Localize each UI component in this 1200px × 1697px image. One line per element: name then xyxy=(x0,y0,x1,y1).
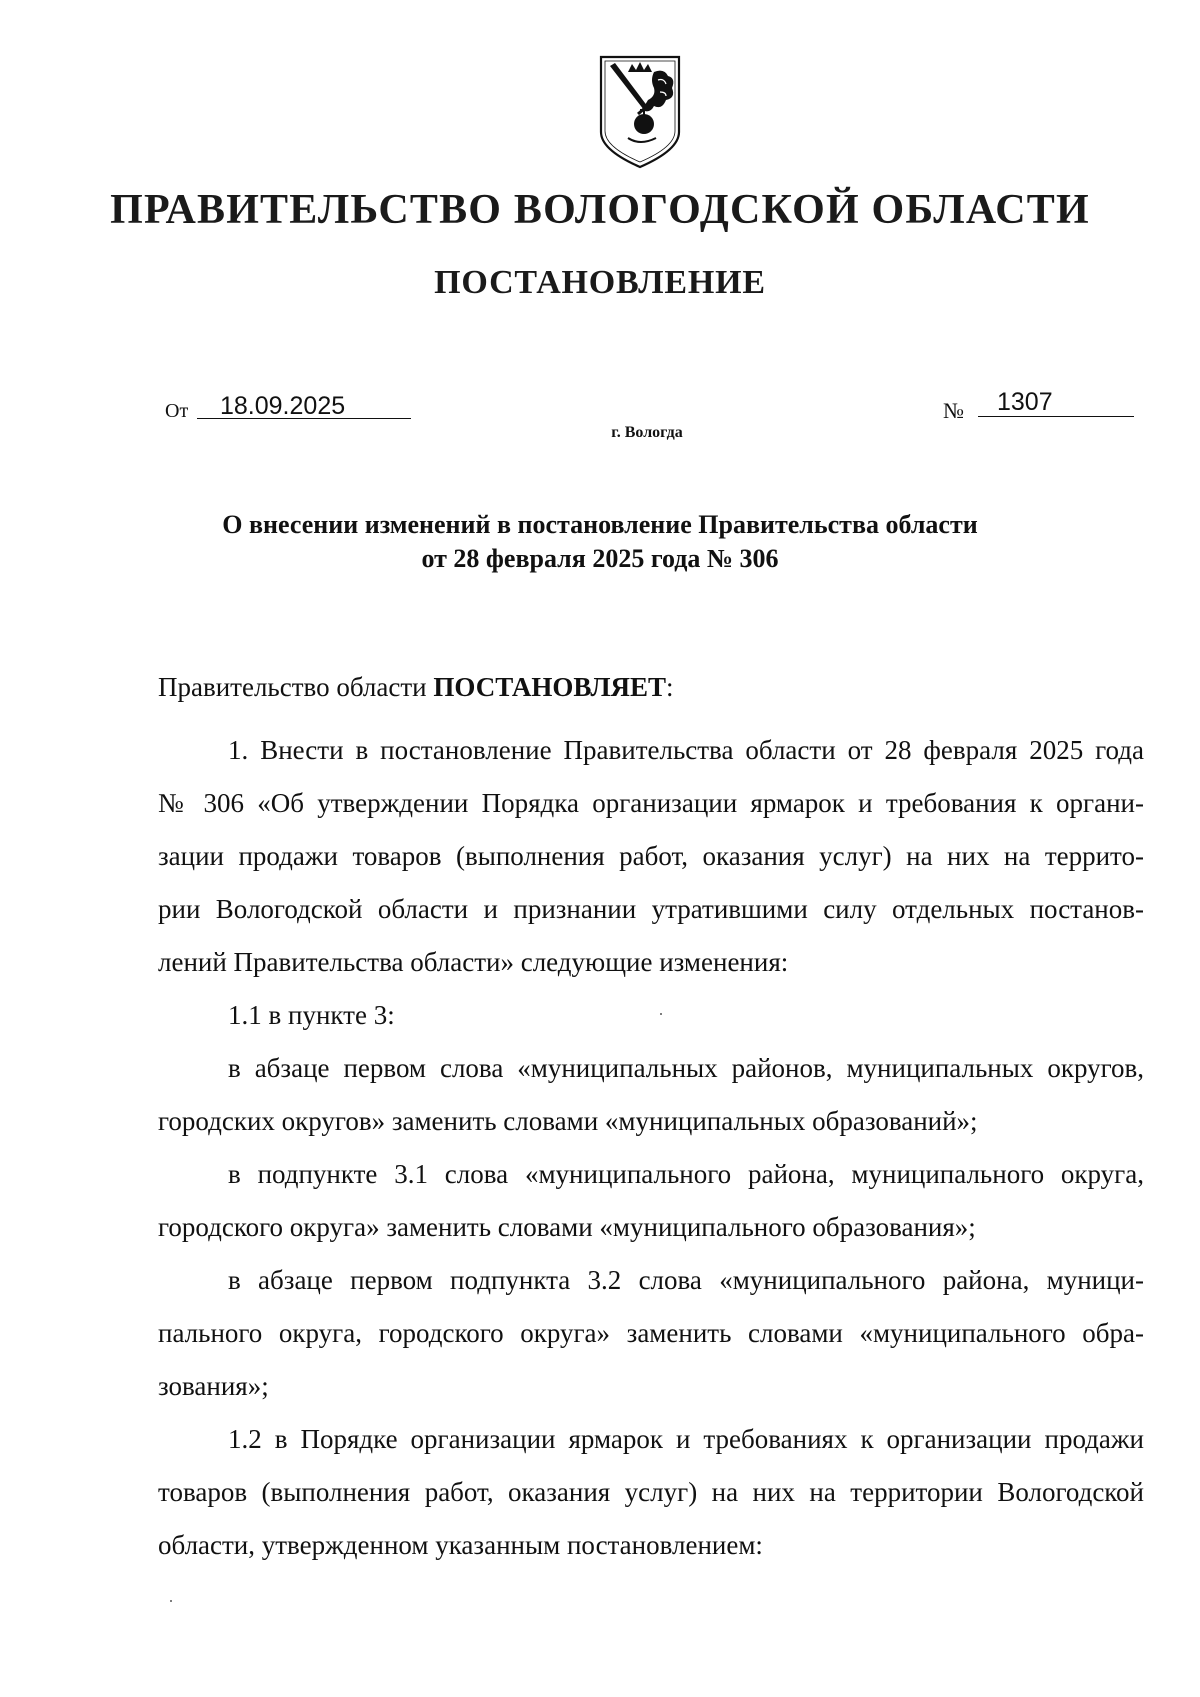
paragraph-line: области, утвержденном указанным постановлением: xyxy=(158,1530,763,1560)
paragraph-line: № 306 «Об утверждении Порядка организации ярмарок и требования к органи- xyxy=(158,788,1144,818)
paragraph-line: пального округа, городского округа» заменить словами «муниципального обра- xyxy=(158,1318,1144,1348)
paragraph-line: городских округов» заменить словами «муниципальных образований»; xyxy=(158,1106,978,1136)
paragraph-line: товаров (выполнения работ, оказания услуг) на них на территории Вологодской xyxy=(158,1477,1144,1507)
paragraph-line: рии Вологодской области и признании утратившими силу отдельных постанов- xyxy=(158,894,1144,924)
scan-speck xyxy=(660,1013,662,1015)
paragraph-line: лений Правительства области» следующие изменения: xyxy=(158,947,789,977)
preamble-colon: : xyxy=(665,672,674,702)
number-label: № xyxy=(943,398,964,423)
paragraph-line: 1.2 в Порядке организации ярмарок и требованиях к организации продажи xyxy=(228,1424,1144,1454)
paragraph-line: в абзаце первом слова «муниципальных районов, муниципальных округов, xyxy=(228,1053,1144,1083)
paragraph-line: зования»; xyxy=(158,1371,269,1401)
paragraph-line: 1.1 в пункте 3: xyxy=(228,1000,395,1030)
document-type: ПОСТАНОВЛЕНИЕ xyxy=(434,264,766,301)
document-number: 1307 xyxy=(997,388,1053,416)
date-label: От xyxy=(165,400,189,422)
preamble-text: Правительство области xyxy=(158,672,434,702)
government-title: ПРАВИТЕЛЬСТВО ВОЛОГОДСКОЙ ОБЛАСТИ xyxy=(110,187,1090,233)
paragraph-line: в подпункте 3.1 слова «муниципального района, муниципального округа, xyxy=(228,1159,1144,1189)
preamble xyxy=(158,672,1144,703)
document-subject xyxy=(150,508,1050,576)
paragraph-line: в абзаце первом подпункта 3.2 слова «муниципального района, муници- xyxy=(228,1265,1144,1295)
coat-of-arms-icon xyxy=(598,54,682,170)
document-date: 18.09.2025 xyxy=(220,392,346,420)
paragraph-line: зации продажи товаров (выполнения работ, оказания услуг) на них на террито- xyxy=(158,841,1144,871)
city: г. Вологда xyxy=(611,424,683,441)
scan-speck xyxy=(170,1600,172,1602)
subject-line: от 28 февраля 2025 года № 306 xyxy=(421,544,779,573)
paragraph-line: 1. Внести в постановление Правительства области от 28 февраля 2025 года xyxy=(228,735,1144,765)
paragraph-line: городского округа» заменить словами «муниципального образования»; xyxy=(158,1212,976,1242)
preamble-keyword: ПОСТАНОВЛЯЕТ xyxy=(433,672,666,702)
subject-line: О внесении изменений в постановление Правительства области xyxy=(222,510,978,539)
